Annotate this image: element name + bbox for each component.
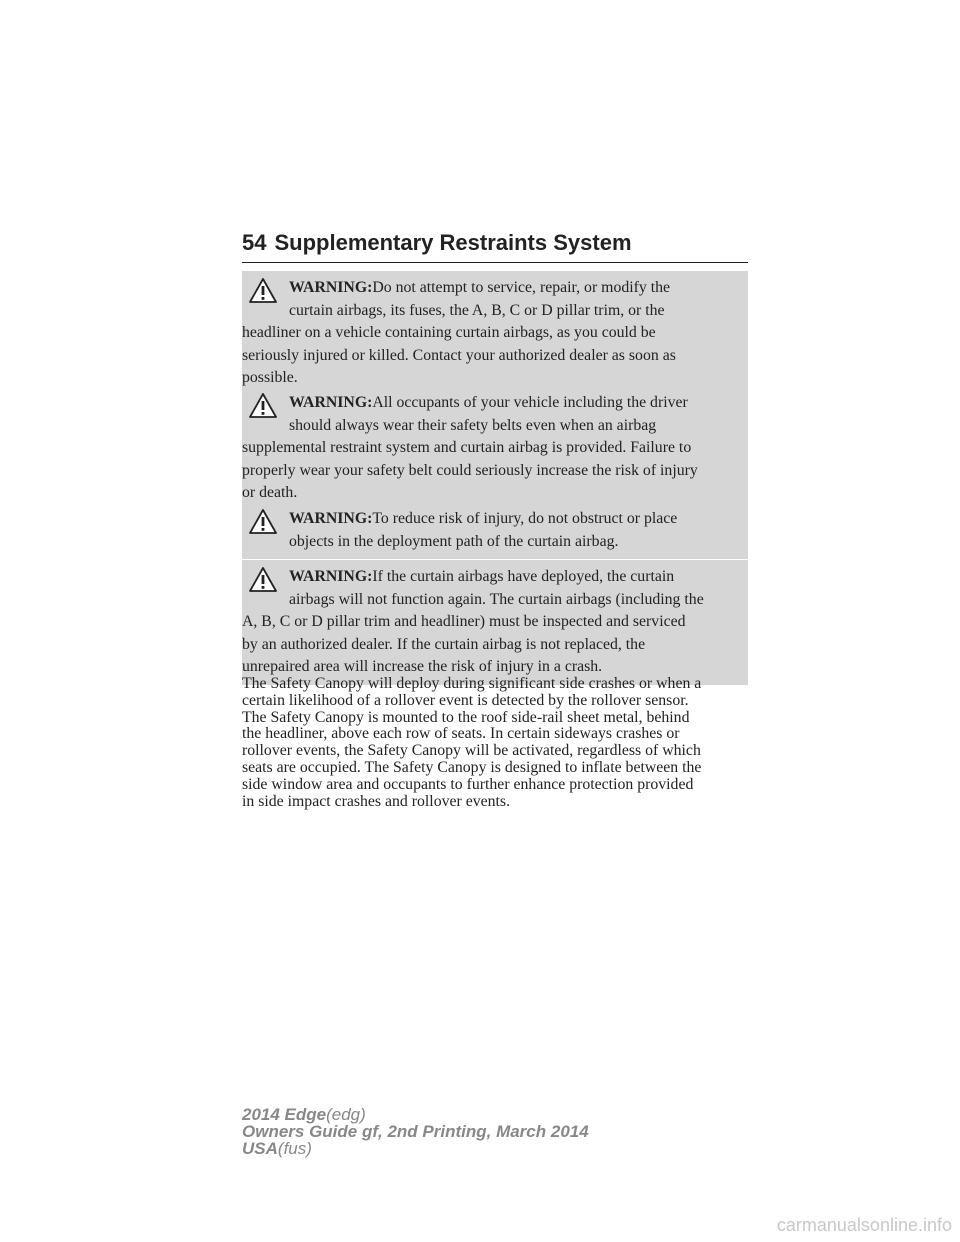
page-header: [242, 226, 748, 263]
paragraph-line: in side impact crashes and rollover events.: [242, 792, 511, 810]
warning-text: seriously injured or killed. Contact your authorized dealer as soon as: [242, 346, 676, 364]
page-footer: [242, 1106, 589, 1157]
warning-text: objects in the deployment path of the curtain airbag.: [289, 532, 619, 550]
paragraph-line: certain likelihood of a rollover event is detected by the rollover sensor.: [242, 691, 689, 709]
warning-text: supplemental restraint system and curtain airbag is provided. Failure to: [242, 439, 692, 457]
warning-text: or death.: [242, 484, 298, 502]
section-title: Supplementary Restraints System: [274, 230, 632, 255]
footer-market-code: (fus): [277, 1139, 312, 1158]
warning-text: A, B, C or D pillar trim and headliner) must be inspected and serviced: [242, 613, 686, 631]
warning-box: [242, 271, 748, 396]
warning-label: WARNING:: [289, 568, 373, 585]
paragraph-line: rollover events, the Safety Canopy will be activated, regardless of which: [242, 742, 701, 760]
footer-edition: Owners Guide gf, 2nd Printing, March 2014: [242, 1122, 589, 1141]
warning-text: To reduce risk of injury, do not obstruct or place: [372, 510, 678, 527]
paragraph-line: The Safety Canopy will deploy during significant side crashes or when a: [242, 675, 702, 692]
warning-text: airbags will not function again. The curtain airbags (including the: [289, 590, 704, 608]
paragraph-line: The Safety Canopy is mounted to the roof side-rail sheet metal, behind: [242, 708, 690, 726]
warning-label: WARNING:: [289, 279, 373, 296]
paragraph-line: the headliner, above each row of seats. In certain sideways crashes or: [242, 725, 680, 743]
footer-model-code: (edg): [326, 1105, 366, 1124]
warning-box: [242, 502, 748, 559]
warning-text: Do not attempt to service, repair, or modify the: [372, 279, 671, 296]
warning-text: properly wear your safety belt could seriously increase the risk of injury: [242, 461, 698, 479]
warning-box: [242, 560, 748, 685]
body-paragraph: [242, 676, 748, 810]
paragraph-line: side window area and occupants to further enhance protection provided: [242, 775, 694, 793]
warning-text: possible.: [242, 369, 298, 387]
warning-label: WARNING:: [289, 510, 373, 527]
warning-label: WARNING:: [289, 394, 373, 411]
footer-model: 2014 Edge: [242, 1105, 327, 1124]
warning-text: headliner on a vehicle containing curtain airbags, as you could be: [242, 324, 656, 342]
warning-text: unrepaired area will increase the risk of injury in a crash.: [242, 658, 603, 676]
watermark-text: carmanualsonline.info: [776, 1215, 952, 1235]
warning-text: by an authorized dealer. If the curtain airbag is not replaced, the: [242, 635, 646, 653]
warning-text: If the curtain airbags have deployed, the curtain: [372, 568, 675, 585]
warning-text: should always wear their safety belts even when an airbag: [289, 416, 657, 434]
footer-market: USA: [242, 1139, 278, 1158]
warning-text: curtain airbags, its fuses, the A, B, C or D pillar trim, or the: [289, 301, 665, 319]
warning-text: All occupants of your vehicle including the driver: [372, 394, 688, 411]
paragraph-line: seats are occupied. The Safety Canopy is designed to inflate between the: [242, 758, 702, 776]
warning-box: [242, 386, 748, 511]
page-number: 54: [242, 230, 267, 255]
